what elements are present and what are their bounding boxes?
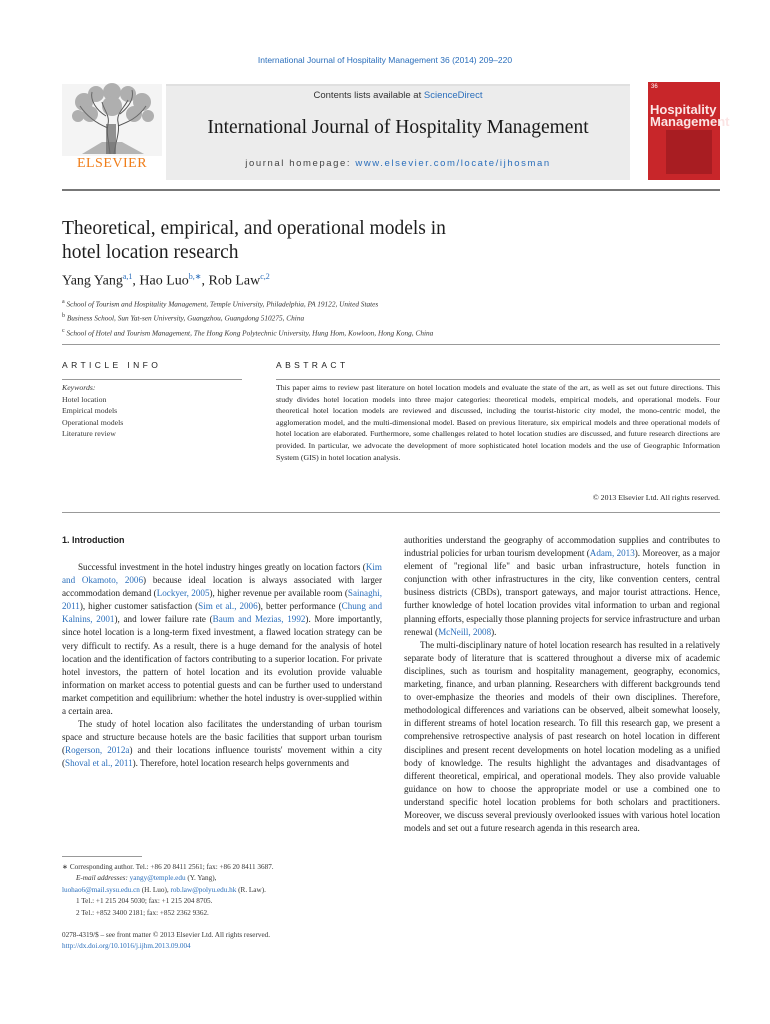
footnote-1: 1 Tel.: +1 215 204 5030; fax: +1 215 204 8705. xyxy=(76,897,213,906)
journal-cover-image[interactable] xyxy=(648,82,730,180)
abstract-copyright: © 2013 Elsevier Ltd. All rights reserved. xyxy=(592,493,720,502)
paragraph-text: ), better performance ( xyxy=(257,601,342,612)
author-affiliation-mark[interactable]: a,1 xyxy=(122,272,133,281)
section-divider xyxy=(62,344,720,345)
author-affiliation-mark[interactable]: c,2 xyxy=(260,272,270,281)
paragraph-text: ), higher revenue per available room ( xyxy=(209,588,348,599)
elsevier-wordmark: ELSEVIER xyxy=(76,156,148,171)
email-link[interactable]: luohao6@mail.sysu.edu.cn xyxy=(62,885,140,894)
article-title-line-1: Theoretical, empirical, and operational models in xyxy=(62,218,446,239)
email-owner: (H. Luo), xyxy=(139,885,171,894)
email-link[interactable]: yangy@temple.edu xyxy=(129,874,186,883)
front-matter xyxy=(62,930,382,953)
affiliation-item xyxy=(62,325,702,339)
citation-link[interactable]: Shoval et al., 2011 xyxy=(65,758,133,769)
affiliation-item xyxy=(62,296,702,310)
email-owner: (Y. Yang), xyxy=(185,874,217,883)
paragraph xyxy=(404,534,720,639)
keywords-label: Keywords: xyxy=(62,383,96,392)
affiliation-text: School of Tourism and Hospitality Management, Temple University, Philadelphia, PA 19122, United States xyxy=(66,299,379,309)
body-column-left xyxy=(62,561,382,771)
paragraph-text: ) because ideal location is always associated with larger accommodation demand ( xyxy=(62,575,382,599)
keyword: Operational models xyxy=(62,417,124,427)
paragraph-text: ). xyxy=(491,626,497,637)
paragraph-text: authorities understand the geography of accommodation supplies and contributes to industrial policies for urban tourism development ( xyxy=(404,535,720,559)
affiliation-text: School of Hotel and Tourism Management, The Hong Kong Polytechnic University, Hung Hom, Kowloon, Hong Kong, China xyxy=(66,328,434,338)
citation-link[interactable]: Adam, 2013 xyxy=(589,548,635,559)
affiliations xyxy=(62,296,702,339)
article-info-heading: ARTICLE INFO xyxy=(62,360,162,370)
author-name: Rob Law xyxy=(208,273,261,289)
article-title-line-2: hotel location research xyxy=(62,242,239,263)
citation-link[interactable]: Chung and Kalnins, 2001 xyxy=(62,601,383,625)
affiliation-text: Business School, Sun Yat-sen University, Guangzhou, Guangdong 510275, China xyxy=(66,313,305,323)
sciencedirect-link[interactable]: ScienceDirect xyxy=(423,90,483,101)
contents-availability xyxy=(166,90,630,101)
issn-line: 0278-4319/$ – see front matter © 2013 Elsevier Ltd. All rights reserved. xyxy=(62,931,271,939)
journal-title: International Journal of Hospitality Management xyxy=(207,117,589,138)
paragraph xyxy=(404,639,720,835)
citation-link[interactable]: Baum and Mezias, 1992 xyxy=(212,614,306,625)
cover-title: Hospitality Management xyxy=(650,102,730,129)
paragraph xyxy=(62,561,382,718)
citation-link[interactable]: McNeill, 2008 xyxy=(438,626,492,637)
abstract-text: This paper aims to review past literature on hotel location models and evaluate the state of the art, as well as set out future directions. This study divides hotel location models into three major categories: theoretical models, empirical models, and operational models. Four theoretical hotel location models are reviewed and discussed, including the tourist-historic city model, the mono-centric model, the agglomeration model, and the multi-dimensional model. Based on previous literature, six empirical models and three operational models of hotel location are elaborated. Furthermore, some challenges related to hotel location studies are discussed, and future research directions are provided. In particular, we advocate the development of more sophisticated hotel location models and the use of Geographic Information System (GIS) in hotel location analysis. xyxy=(276,383,720,462)
section-heading-introduction: 1. Introduction xyxy=(62,535,125,545)
journal-homepage xyxy=(166,158,630,169)
keywords-block xyxy=(62,382,242,440)
keyword: Literature review xyxy=(62,429,116,439)
email-owner: (R. Law). xyxy=(236,885,266,894)
body-column-right xyxy=(404,534,720,835)
homepage-link[interactable]: www.elsevier.com/locate/ijhosman xyxy=(355,158,551,169)
affiliation-mark: c xyxy=(62,327,65,334)
paragraph xyxy=(62,718,382,770)
abstract-bottom-divider xyxy=(62,512,720,513)
header-divider xyxy=(62,189,720,191)
affiliation-mark: a xyxy=(62,299,65,305)
paragraph-text: The study of hotel location also facilitates the understanding of urban tourism space and structure because hotels are the basic facilities that support urban tourism ( xyxy=(62,719,382,756)
homepage-prefix: journal homepage: xyxy=(245,158,356,169)
footnote-2: 2 Tel.: +852 3400 2181; fax: +852 2362 9362. xyxy=(76,908,209,917)
affiliation-item xyxy=(62,310,702,324)
citation-link[interactable]: Rogerson, 2012a xyxy=(65,745,130,756)
paragraph-text: ), higher customer satisfaction ( xyxy=(79,601,199,612)
cover-photo xyxy=(666,130,712,174)
abstract-divider xyxy=(276,379,720,380)
email-label: E-mail addresses: xyxy=(76,874,130,883)
footnote-corresponding: ∗ Corresponding author. Tel.: +86 20 8411 2561; fax: +86 20 8411 3687. xyxy=(62,863,274,871)
paragraph-text: The multi-disciplinary nature of hotel location research has resulted in a relatively separate body of literature that is scattered throughout a diverse mix of academic disciplines, such as tourism and hospitality management, geography, economics, marketing, finance, and urban planning. Researchers with different backgrounds tend to over-emphasize the theories and models of their own disciplines. Therefore, methodological differences and variations can be observed, albeit somewhat loosely, in different streams of hotel location research. To fill this research gap, we present a comprehensive retrospective analysis of past research on hotel location in different disciplines and present recent developments on hotel location modeling as a unified body of knowledge. The results highlight the advantages and disadvantages of different theoretical, empirical, and operational models. They also provide valuable guidance on how to choose the appropriate model or use a combined one to understand specific hotel location problems for both scholars and practitioners. Moreover, we discuss several previously overlooked issues with various hotel location models and set out a future research agenda in this research area. xyxy=(404,639,720,834)
citation-link[interactable]: Sainaghi, 2011 xyxy=(62,588,382,612)
paragraph-text: ), and lower failure rate ( xyxy=(114,614,213,625)
keyword: Hotel location xyxy=(62,394,107,404)
footnotes xyxy=(62,862,382,919)
author-list: Yang Yang$^{a,1}$, Hao Luo$^{b,∗}$, Rob Law$^{c,2}$ xyxy=(62,272,270,289)
citation-link[interactable]: Lockyer, 2005 xyxy=(156,588,210,599)
journal-citation[interactable]: International Journal of Hospitality Management 36 (2014) 209–220 xyxy=(257,55,513,65)
author-name: Yang Yang xyxy=(62,273,123,289)
paragraph-text: ). More importantly, since hotel location is a long-term fixed investment, a flawed location strategy can be very difficult to rectify. As a result, there is a huge demand for the analysis of hotel location and the identification of factors contributing to a superior location. For private hotel investors, the pattern of hotel location and its evolution provide valuable information on market access to potential guests and can be further used to understand market competition and equilibrium: whether the hotel industry is over-supplied within a certain area. xyxy=(62,614,382,717)
author-name: Hao Luo xyxy=(139,273,189,289)
article-title xyxy=(62,217,522,265)
paragraph-text: ) and their locations influence tourists' movement within a city ( xyxy=(62,745,382,769)
cover-volume-number: 36 xyxy=(651,84,658,90)
author-affiliation-mark[interactable]: b,∗ xyxy=(188,272,202,281)
article-info-divider xyxy=(62,379,242,380)
keyword: Empirical models xyxy=(62,406,118,416)
abstract-heading: ABSTRACT xyxy=(276,360,349,370)
doi-link[interactable]: http://dx.doi.org/10.1016/j.ijhm.2013.09.004 xyxy=(62,942,191,951)
paragraph-text: ). Moreover, as a major element of "regional life" and basic urban infrastructure, hotels function in conjunction with other infrastructures in the city, like convention centers, central business districts (CBDs), transport gateways, and major tourist attractions. Hence, further knowledge of hotel location provides vital information to urban and regional planning efforts, especially those planning projects for service infrastructure and urban renewal ( xyxy=(404,548,721,637)
footnote-emails xyxy=(62,873,382,884)
affiliation-mark: b xyxy=(62,313,65,320)
contents-prefix: Contents lists available at xyxy=(313,90,424,101)
paragraph-text: Successful investment in the hotel industry hinges greatly on location factors ( xyxy=(78,562,366,572)
citation-link[interactable]: Sim et al., 2006 xyxy=(198,601,258,612)
footnote-emails-cont xyxy=(62,885,382,896)
citation-link[interactable]: Kim and Okamoto, 2006 xyxy=(62,562,382,586)
paragraph-text: ). Therefore, hotel location research helps governments and xyxy=(132,758,349,769)
footnote-divider xyxy=(62,856,142,857)
email-link[interactable]: rob.law@polyu.edu.hk xyxy=(170,885,237,894)
